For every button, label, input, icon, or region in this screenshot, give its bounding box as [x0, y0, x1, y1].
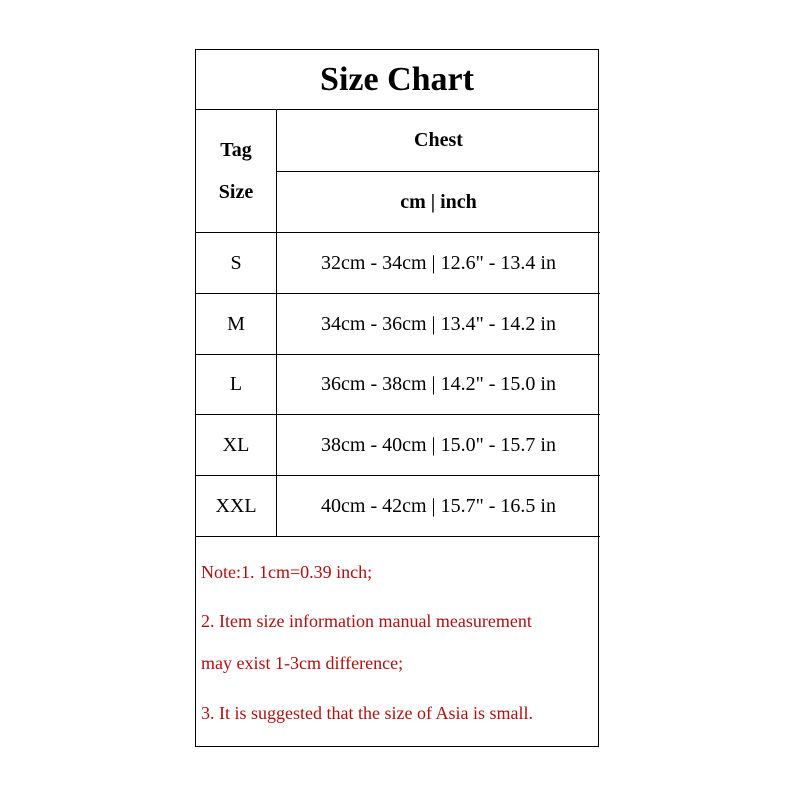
- chest-cell-l: 36cm - 38cm | 14.2" - 15.0 in: [321, 373, 556, 395]
- chest-cell-xxl: 40cm - 42cm | 15.7" - 16.5 in: [321, 494, 556, 517]
- size-cell-xl: XL: [222, 433, 250, 456]
- units-header: cm | inch: [400, 190, 477, 213]
- chart-title: Size Chart: [196, 50, 598, 110]
- tag-size-header: [196, 110, 276, 232]
- chest-cell-m: 34cm - 36cm | 13.4" - 14.2 in: [321, 312, 556, 335]
- note-line-2: 2. Item size information manual measurement: [201, 611, 532, 631]
- size-cell-xxl: XXL: [215, 494, 257, 517]
- tag-size-header-line2: Size: [218, 181, 254, 203]
- table-bottom-border: [196, 536, 600, 537]
- size-chart-table: [195, 49, 599, 747]
- chest-header: Chest: [414, 129, 463, 151]
- tag-size-header-line1: Tag: [220, 139, 252, 161]
- size-cell-m: M: [227, 312, 245, 335]
- chest-cell-s: 32cm - 34cm | 12.6" - 13.4 in: [321, 251, 556, 274]
- note-line-1: Note:1. 1cm=0.39 inch;: [201, 562, 373, 582]
- size-cell-l: L: [229, 373, 243, 395]
- size-cell-s: S: [230, 251, 242, 274]
- chest-cell-xl: 38cm - 40cm | 15.0" - 15.7 in: [321, 433, 556, 456]
- note-line-3: may exist 1-3cm difference;: [201, 653, 404, 673]
- note-line-4: 3. It is suggested that the size of Asia is small.: [201, 703, 533, 723]
